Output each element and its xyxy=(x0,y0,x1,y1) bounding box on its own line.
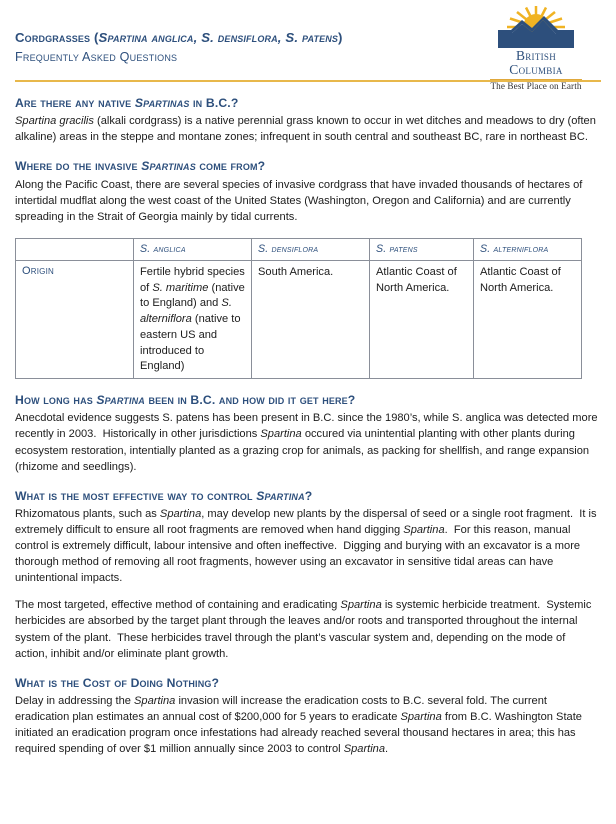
cell-origin-densiflora: South America. xyxy=(252,260,370,378)
heading-italic: Spartina xyxy=(96,393,145,408)
inline-species-name: Spartina xyxy=(159,507,202,520)
cell-origin-patens: Atlantic Coast of North America. xyxy=(370,260,474,378)
heading-pre: Are there any native xyxy=(15,96,135,110)
logo-line-columbia: Columbia xyxy=(509,61,563,77)
section-heading xyxy=(15,489,601,504)
title-species-italic: Spartina anglica, S. densiflora, S. patens xyxy=(98,30,339,45)
section-cost-of-doing-nothing xyxy=(15,676,601,758)
section-how-long xyxy=(15,393,601,475)
spartina-origin-table xyxy=(15,238,582,379)
bc-sun-mountain-icon xyxy=(483,5,589,48)
section-paragraph: The most targeted, effective method of containing and eradicating Spartina is systemic herbicide treatment. Systemic herbicides are absorbed by the target plant through the leaves and/or roots and transported throughout the internal system of the plant. These herbicides travel through the plant’s vascular system and, depending on the mode of action, inhibit and/or eliminate plant growth. xyxy=(15,599,592,660)
section-where-from xyxy=(15,159,601,224)
page-subtitle: Frequently Asked Questions xyxy=(15,49,178,64)
logo-line-british: British xyxy=(515,48,557,63)
section-heading: What is the Cost of Doing Nothing? xyxy=(15,675,220,690)
logo-tagline: The Best Place on Earth xyxy=(490,80,582,91)
inline-species-name: Spartina xyxy=(134,694,176,707)
section-paragraph: Rhizomatous plants, such as Spartina, may develop new plants by the dispersal of seed or a single root fragment. It is extremely difficult to ensure all root fragments are removed when hand digging Spartina. For this reason, manual control is extremely difficult, labour intensive and often ineffective. Digging and burying with an excavator is a more thorough method of removing all root fragments, however using an excavator in sensitive tidal areas can have unintentional impacts. xyxy=(15,507,597,585)
logo-wordmark xyxy=(476,49,596,77)
cell-origin-anglica: Fertile hybrid species of S. maritime (native to England) and S. alterniflora (native to eastern US and introduced to England) xyxy=(134,260,252,378)
heading-italic: Spartina xyxy=(256,488,305,503)
inline-species-name: Spartina xyxy=(340,599,382,612)
title-block xyxy=(15,30,343,66)
heading-post: come from? xyxy=(195,159,266,174)
heading-italic: Spartinas xyxy=(134,96,190,110)
section-paragraph: Along the Pacific Coast, there are several species of invasive cordgrass that have invaded thousands of hectares of intertidal mudflat along the west coast of the United States (Washington, Oregon and California) and are currently spreading in the Strait of Georgia mainly by tidal currents. xyxy=(15,178,583,223)
document-header xyxy=(15,0,601,91)
section-heading xyxy=(15,393,601,408)
logo-divider xyxy=(490,79,582,80)
section-native-spartinas xyxy=(15,96,601,145)
table-header-patens: S. patens xyxy=(370,238,474,260)
heading-italic: Spartinas xyxy=(141,159,196,174)
table-header-row xyxy=(16,238,582,260)
title-suffix: ) xyxy=(338,30,343,45)
inline-species-name: Spartina xyxy=(403,524,445,537)
table-row xyxy=(16,260,582,378)
inline-species-name: S. alterniflora xyxy=(140,297,232,326)
section-paragraph: Spartina gracilis (alkali cordgrass) is a native perennial grass known to occur in wet ditches and meadows to dry (often alkaline) areas in the steppe and montane zones; infrequent in south central and southeast BC, rare in northeast BC. xyxy=(15,115,596,144)
table-header-densiflora: S. densiflora xyxy=(252,238,370,260)
section-paragraph: Anecdotal evidence suggests S. patens has been present in B.C. since the 1980’s, while S. anglica was detected more recently in 2003. Historically in other jurisdictions Spartina occured via unintential planting with other plants during ecosystem restoration, intentially planted as a grazing crop for animals, as packing for shellfish, and range expansion (rhizome and seedlings). xyxy=(15,412,598,473)
section-paragraph: Delay in addressing the Spartina invasion will increase the eradication costs to B.C. several fold. The current eradication plan estimates an annual cost of $200,000 for 5 years to eradicate Spartina from B.C. Washington State initiated an eradication program once infestations had already reached several thousand hectares in area; this has required spending of over $1 million annually since 2003 to control Spartina. xyxy=(15,694,582,756)
heading-pre: What is the most effective way to control xyxy=(15,488,257,503)
british-columbia-logo xyxy=(476,5,596,91)
table-container xyxy=(15,238,601,379)
inline-species-name: Spartina xyxy=(343,743,386,756)
inline-species-name: Spartina xyxy=(260,428,302,441)
heading-post: ? xyxy=(304,488,313,503)
heading-post: been in B.C. and how did it get here? xyxy=(144,393,356,408)
inline-species-name: S. maritime xyxy=(152,281,209,294)
page-title xyxy=(15,30,343,47)
heading-pre: Where do the invasive xyxy=(15,159,142,174)
inline-species-name: Spartina xyxy=(400,710,442,723)
cell-origin-alterniflora: Atlantic Coast of North America. xyxy=(474,260,582,378)
title-prefix: Cordgrasses ( xyxy=(15,30,99,45)
section-heading xyxy=(15,96,601,111)
section-most-effective-control xyxy=(15,489,601,662)
table-header-anglica: S. anglica xyxy=(134,238,252,260)
section-heading xyxy=(15,159,601,174)
row-label-origin: Origin xyxy=(16,260,134,378)
table-header-alterniflora: S. alterniflora xyxy=(474,238,582,260)
table-header-blank xyxy=(16,238,134,260)
heading-pre: How long has xyxy=(15,393,97,408)
heading-post: in B.C.? xyxy=(189,96,239,110)
inline-species-name: Spartina gracilis xyxy=(15,115,94,128)
